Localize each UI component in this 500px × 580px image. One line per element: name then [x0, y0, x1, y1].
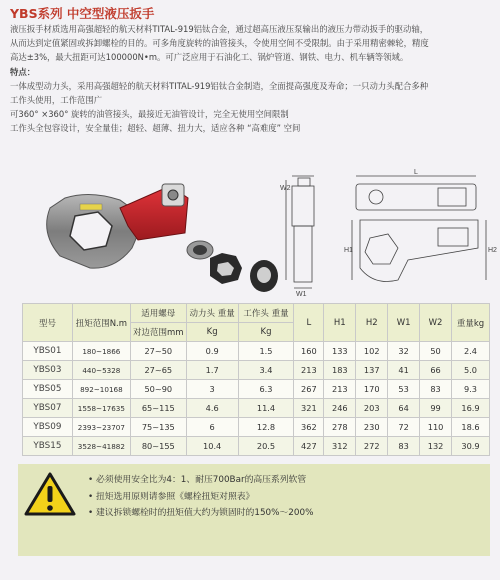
cell-total: 16.9 — [452, 399, 490, 418]
cell-h1: 213 — [324, 380, 356, 399]
cell-w2: 132 — [420, 437, 452, 456]
warning-item: • 建议拆锁螺栓时的扭矩值大约为锁固时的150%～200% — [88, 505, 313, 522]
feature-line: 工作头使用，工作范围广 — [10, 95, 103, 106]
cell-drive-kg: 0.9 — [186, 342, 238, 361]
cell-work-kg: 11.4 — [238, 399, 294, 418]
cell-total: 30.9 — [452, 437, 490, 456]
table-row — [23, 399, 490, 418]
feature-line: 一体成型动力头，采用高强超轻的航天材料TITAL-919铝钛合金制造，全面提高强度及寿命；一只动力头配合多种 — [10, 80, 429, 91]
product-description — [10, 22, 494, 136]
cell-h2: 272 — [356, 437, 388, 456]
page-title: YBS系列 中空型液压扳手 — [10, 6, 155, 21]
header-model: 型号 — [23, 304, 73, 342]
cell-h1: 183 — [324, 361, 356, 380]
cell-h1: 312 — [324, 437, 356, 456]
header-drive-weight: 动力头 重量 — [186, 304, 238, 323]
cell-drive-kg: 3 — [186, 380, 238, 399]
label-l: L — [414, 169, 418, 176]
cell-w1: 64 — [388, 399, 420, 418]
cell-w2: 110 — [420, 418, 452, 437]
cell-h2: 230 — [356, 418, 388, 437]
label-w1: W1 — [296, 291, 307, 298]
cell-work-kg: 20.5 — [238, 437, 294, 456]
cell-w2: 66 — [420, 361, 452, 380]
cell-nut: 27~65 — [130, 361, 186, 380]
cell-drive-kg: 1.7 — [186, 361, 238, 380]
cell-model: YBS03 — [23, 361, 73, 380]
cell-total: 9.3 — [452, 380, 490, 399]
feature-line: 工作头全包容设计，安全量佳；超轻、超薄、扭力大，适应各种 “高难度” 空间 — [10, 123, 301, 134]
feature-line: 可360° ×360° 旋转的油管接头，最接近无油管设计，完全无使用空间限制 — [10, 109, 289, 120]
cell-l: 267 — [294, 380, 324, 399]
description-line: 从而达到定值紧固或拆卸螺栓的目的。可多角度旋转的油管接头，令使用空间不受限制。由于采用精密棘轮，精度 — [10, 38, 429, 49]
header-total-weight: 重量kg — [452, 304, 490, 342]
cell-nut: 65~115 — [130, 399, 186, 418]
cell-h2: 102 — [356, 342, 388, 361]
warning-list — [88, 472, 313, 522]
warning-panel — [18, 464, 490, 556]
description-line: 高达±3%，最大扭距可达100000N•m。可广泛应用于石油化工、锅炉管道、钢铁、电力、机车辆等领域。 — [10, 52, 409, 63]
label-h1: H1 — [344, 247, 353, 254]
cell-w1: 53 — [388, 380, 420, 399]
cell-drive-kg: 4.6 — [186, 399, 238, 418]
product-photo — [20, 178, 280, 296]
cell-w1: 32 — [388, 342, 420, 361]
features-heading: 特点： — [10, 66, 36, 77]
cell-h1: 278 — [324, 418, 356, 437]
warning-item: • 扭矩选用原则请参照《螺栓扭矩对照表》 — [88, 489, 313, 506]
cell-w2: 50 — [420, 342, 452, 361]
dimension-drawing — [278, 168, 496, 298]
cell-torque: 3528~41882 — [72, 437, 130, 456]
cell-h1: 133 — [324, 342, 356, 361]
cell-h2: 170 — [356, 380, 388, 399]
header-w2: W2 — [420, 304, 452, 342]
cell-nut: 75~135 — [130, 418, 186, 437]
cell-work-kg: 1.5 — [238, 342, 294, 361]
cell-model: YBS01 — [23, 342, 73, 361]
cell-nut: 27~50 — [130, 342, 186, 361]
header-l: L — [294, 304, 324, 342]
cell-total: 2.4 — [452, 342, 490, 361]
table-row — [23, 437, 490, 456]
spec-table — [22, 303, 490, 456]
warning-icon — [24, 472, 76, 516]
cell-torque: 440~5328 — [72, 361, 130, 380]
cell-w2: 99 — [420, 399, 452, 418]
header-work-weight: 工作头 重量 — [238, 304, 294, 323]
header-w1: W1 — [388, 304, 420, 342]
cell-w1: 72 — [388, 418, 420, 437]
cell-torque: 1558~17635 — [72, 399, 130, 418]
cell-l: 362 — [294, 418, 324, 437]
header-drive-unit: Kg — [186, 323, 238, 342]
table-header-row — [23, 304, 490, 323]
cell-w1: 41 — [388, 361, 420, 380]
cell-drive-kg: 10.4 — [186, 437, 238, 456]
cell-l: 160 — [294, 342, 324, 361]
cell-nut: 50~90 — [130, 380, 186, 399]
cell-l: 427 — [294, 437, 324, 456]
cell-h1: 246 — [324, 399, 356, 418]
cell-l: 321 — [294, 399, 324, 418]
header-h1: H1 — [324, 304, 356, 342]
table-body — [23, 342, 490, 456]
cell-w1: 83 — [388, 437, 420, 456]
description-line: 液压扳手材质选用高强超轻的航天材料TITAL-919铝钛合金，通过超高压液压泵输出的液压力带动扳手的驱动轴， — [10, 24, 429, 34]
table-row — [23, 361, 490, 380]
cell-l: 213 — [294, 361, 324, 380]
header-nut-sub: 对边范围mm — [130, 323, 186, 342]
cell-nut: 80~155 — [130, 437, 186, 456]
cell-total: 18.6 — [452, 418, 490, 437]
cell-w2: 83 — [420, 380, 452, 399]
table-row — [23, 380, 490, 399]
cell-model: YBS09 — [23, 418, 73, 437]
table-row — [23, 342, 490, 361]
cell-drive-kg: 6 — [186, 418, 238, 437]
cell-model: YBS05 — [23, 380, 73, 399]
label-h2: H2 — [488, 247, 497, 254]
cell-model: YBS07 — [23, 399, 73, 418]
cell-h2: 203 — [356, 399, 388, 418]
header-torque: 扭矩范围N.m — [72, 304, 130, 342]
cell-torque: 892~10168 — [72, 380, 130, 399]
cell-h2: 137 — [356, 361, 388, 380]
cell-model: YBS15 — [23, 437, 73, 456]
cell-torque: 180~1866 — [72, 342, 130, 361]
cell-total: 5.0 — [452, 361, 490, 380]
warning-item: • 必须使用安全比为4：1、耐压700Bar的高压系列软管 — [88, 472, 313, 489]
cell-torque: 2393~23707 — [72, 418, 130, 437]
label-w2: W2 — [280, 185, 291, 192]
cell-work-kg: 6.3 — [238, 380, 294, 399]
header-h2: H2 — [356, 304, 388, 342]
header-work-unit: Kg — [238, 323, 294, 342]
cell-work-kg: 12.8 — [238, 418, 294, 437]
cell-work-kg: 3.4 — [238, 361, 294, 380]
header-nut: 适用螺母 — [130, 304, 186, 323]
table-row — [23, 418, 490, 437]
